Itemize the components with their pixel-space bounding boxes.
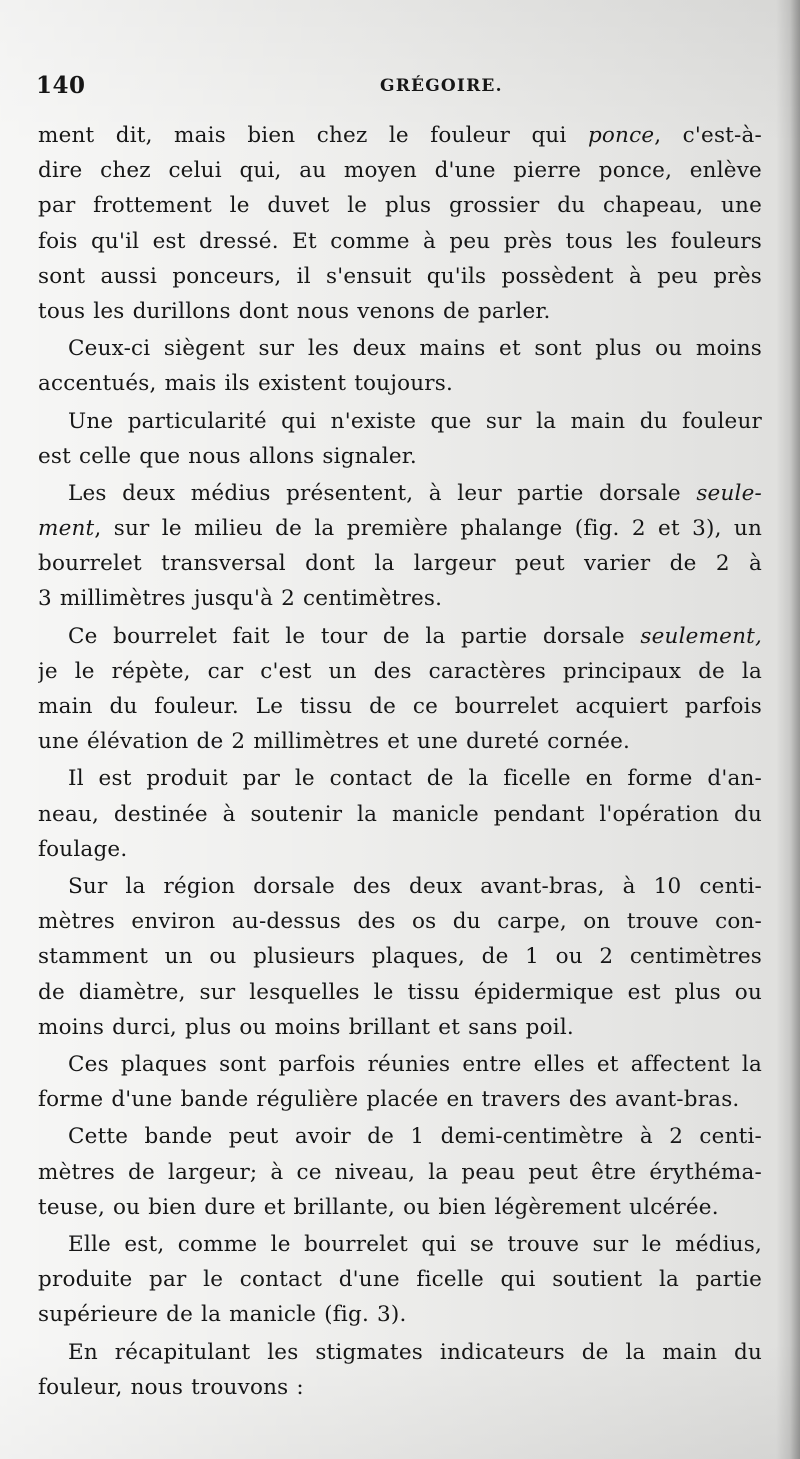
italic-word: seule- [696, 480, 762, 506]
text-line: par frottement le duvet le plus grossier du chapeau, une [38, 193, 762, 219]
paragraph-10 [38, 1227, 762, 1333]
text-line: bourrelet transversal dont la largeur peut varier de 2 à [38, 551, 762, 577]
text-span: ment dit, mais bien chez le fouleur qui [38, 123, 567, 148]
text-line [38, 619, 762, 654]
text-line: tous les durillons dont nous venons de parler. [38, 298, 551, 324]
text-line: supérieure de la manicle (fig. 3). [38, 1302, 407, 1328]
text-line: teuse, ou bien dure et brillante, ou bien légèrement ulcérée. [38, 1194, 719, 1220]
paragraph-3 [38, 404, 762, 474]
text-line: fois qu'il est dressé. Et comme à peu près tous les fouleurs [38, 228, 762, 254]
text-span: Les deux médius présentent, à leur partie dorsale [68, 480, 681, 506]
running-title: GRÉGOIRE. [380, 76, 503, 96]
text-line: main du fouleur. Le tissu de ce bourrelet acquiert parfois [38, 694, 762, 720]
text-line: Une particularité qui n'existe que sur la main du fouleur [68, 408, 762, 434]
paragraph-2 [38, 331, 762, 401]
text-line [38, 476, 762, 511]
paragraph-1 [38, 118, 762, 329]
paragraph-4 [38, 476, 762, 617]
paragraph-7 [38, 869, 762, 1045]
text-line: 3 millimètres jusqu'à 2 centimètres. [38, 586, 443, 612]
text-line: produite par le contact d'une ficelle qui soutient la partie [38, 1267, 762, 1293]
text-line: dire chez celui qui, au moyen d'une pierre ponce, enlève [38, 158, 762, 184]
text-line: forme d'une bande régulière placée en travers des avant-bras. [38, 1087, 740, 1113]
text-line: sont aussi ponceurs, il s'ensuit qu'ils possèdent à peu près [38, 263, 762, 289]
text-line: Sur la région dorsale des deux avant-bras, à 10 centi- [68, 874, 762, 900]
text-line: mètres environ au-dessus des os du carpe, on trouve con- [38, 909, 762, 935]
text-line: de diamètre, sur lesquelles le tissu épidermique est plus ou [38, 979, 762, 1005]
text-span: , sur le milieu de la première phalange (fig. 2 et 3), un [94, 516, 762, 542]
italic-word: ponce [587, 123, 655, 148]
italic-word: ment [38, 516, 95, 542]
text-line: Il est produit par le contact de la ficelle en forme d'an- [68, 766, 762, 792]
text-line: stamment un ou plusieurs plaques, de 1 ou 2 centimètres [38, 944, 762, 970]
text-line: foulage. [38, 836, 128, 862]
page-number: 140 [36, 72, 86, 99]
text-line: neau, destinée à soutenir la manicle pendant l'opération du [38, 801, 762, 827]
paragraph-6 [38, 761, 762, 867]
paragraph-11 [38, 1335, 762, 1405]
text-line: une élévation de 2 millimètres et une dureté cornée. [38, 729, 631, 755]
text-line: accentués, mais ils existent toujours. [38, 371, 454, 397]
page-gutter-shadow [790, 0, 800, 1459]
paragraph-8 [38, 1047, 762, 1117]
text-line: fouleur, nous trouvons : [38, 1374, 304, 1400]
italic-word: seulement, [640, 623, 762, 649]
paragraph-5 [38, 619, 762, 760]
page-header [36, 72, 760, 104]
text-line: Ces plaques sont parfois réunies entre elles et affectent la [68, 1051, 762, 1077]
text-line [38, 511, 762, 546]
text-line [38, 118, 762, 153]
text-line: En récapitulant les stigmates indicateurs de la main du [68, 1339, 762, 1365]
text-line: je le répète, car c'est un des caractères principaux de la [38, 658, 762, 684]
text-line: moins durci, plus ou moins brillant et sans poil. [38, 1014, 574, 1040]
text-span: Ce bourrelet fait le tour de la partie dorsale [68, 623, 625, 649]
text-line: Elle est, comme le bourrelet qui se trouve sur le médius, [68, 1231, 762, 1257]
text-span: , c'est-à- [654, 123, 762, 148]
text-line: Cette bande peut avoir de 1 demi-centimètre à 2 centi- [68, 1124, 762, 1150]
paragraph-9 [38, 1119, 762, 1225]
text-line: Ceux-ci siègent sur les deux mains et sont plus ou moins [68, 336, 762, 362]
page-body [38, 118, 762, 1405]
text-line: mètres de largeur; à ce niveau, la peau peut être érythéma- [38, 1159, 762, 1185]
text-line: est celle que nous allons signaler. [38, 443, 417, 469]
